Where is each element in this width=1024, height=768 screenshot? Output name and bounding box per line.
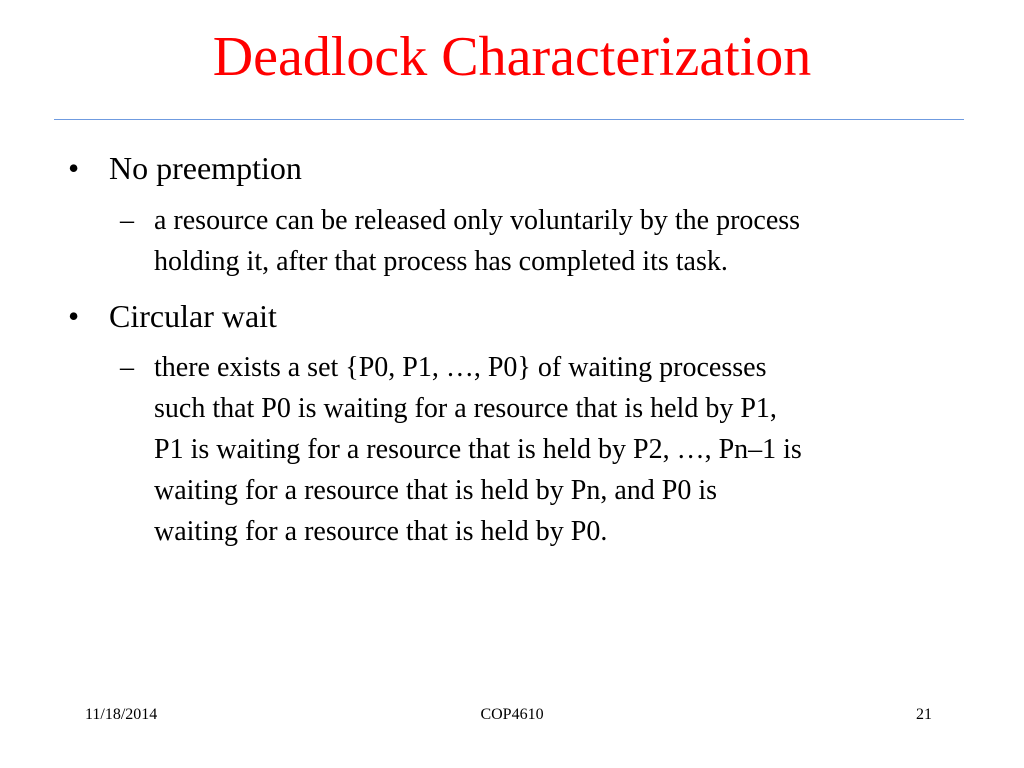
- slide-title: Deadlock Characterization: [212, 26, 812, 88]
- sub-bullet-line: holding it, after that process has completed its task.: [154, 246, 728, 277]
- bullet-text: Circular wait: [109, 298, 277, 334]
- sub-bullet-line: such that P0 is waiting for a resource that is held by P1,: [154, 393, 777, 424]
- sub-bullet-line: waiting for a resource that is held by Pn, and P0 is: [154, 475, 718, 506]
- sub-bullet-line: waiting for a resource that is held by P0.: [154, 516, 608, 547]
- footer-course: COP4610: [480, 706, 544, 723]
- sub-bullet-line: P1 is waiting for a resource that is held by P2, …, Pn–1 is: [154, 434, 802, 465]
- bullet-marker: •: [68, 298, 80, 334]
- bullet-text: No preemption: [109, 150, 302, 186]
- title-divider: [54, 119, 964, 120]
- sub-bullet-line: there exists a set {P0, P1, …, P0} of waiting processes: [154, 352, 767, 383]
- bullet-marker: •: [68, 150, 80, 186]
- dash-marker: –: [120, 352, 134, 383]
- sub-bullet-circular-wait: [120, 347, 970, 552]
- footer-date: 11/18/2014: [85, 706, 158, 723]
- dash-marker: –: [120, 205, 134, 236]
- sub-bullet-no-preemption: [120, 200, 970, 282]
- sub-bullet-line: a resource can be released only voluntarily by the process: [154, 205, 801, 236]
- footer-page-number: 21: [916, 706, 932, 723]
